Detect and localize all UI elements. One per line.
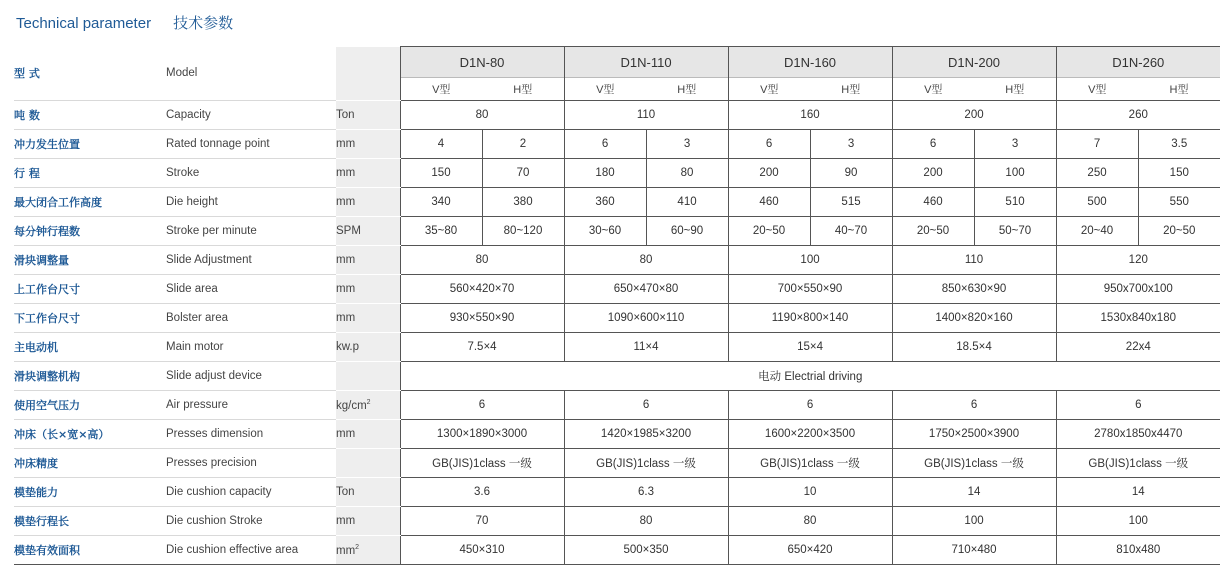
unit-text: mm xyxy=(336,312,356,324)
row-label-en: Slide adjust device xyxy=(166,362,336,391)
spec-row xyxy=(14,391,1220,420)
value-cell: 6 xyxy=(400,391,564,420)
row-unit xyxy=(336,478,400,507)
spec-row xyxy=(14,188,1220,217)
unit-superscript: 2 xyxy=(366,398,371,406)
value-cell: 100 xyxy=(1056,507,1220,536)
row-label-cn: 行 程 xyxy=(14,159,166,188)
value-cell: 2780x1850x4470 xyxy=(1056,420,1220,449)
type-h-header: H型 xyxy=(646,78,728,101)
row-unit xyxy=(336,246,400,275)
value-cell-v: 360 xyxy=(564,188,646,217)
model-header: D1N-110 xyxy=(564,47,728,78)
value-cell: 6 xyxy=(728,391,892,420)
value-cell-v: 30~60 xyxy=(564,217,646,246)
value-cell: 850×630×90 xyxy=(892,275,1056,304)
model-header: D1N-200 xyxy=(892,47,1056,78)
value-cell-h: 60~90 xyxy=(646,217,728,246)
row-label-en: Rated tonnage point xyxy=(166,130,336,159)
value-cell: 6 xyxy=(1056,391,1220,420)
value-cell-v: 180 xyxy=(564,159,646,188)
value-cell: 11×4 xyxy=(564,333,728,362)
value-cell: 80 xyxy=(400,246,564,275)
value-cell: 14 xyxy=(1056,478,1220,507)
value-cell: 6 xyxy=(892,391,1056,420)
value-cell-v: 460 xyxy=(728,188,810,217)
value-cell-h: 40~70 xyxy=(810,217,892,246)
value-cell-h: 3 xyxy=(810,130,892,159)
model-header: D1N-160 xyxy=(728,47,892,78)
value-cell: GB(JIS)1class 一级 xyxy=(728,449,892,478)
value-cell-v: 6 xyxy=(892,130,974,159)
unit-text: mm xyxy=(336,544,356,557)
value-cell: 100 xyxy=(728,246,892,275)
value-cell: 500×350 xyxy=(564,536,728,565)
title-chinese: 技术参数 xyxy=(173,14,234,32)
value-cell-v: 4 xyxy=(400,130,482,159)
value-cell-v: 200 xyxy=(892,159,974,188)
row-label-en: Bolster area xyxy=(166,304,336,333)
value-cell: 1600×2200×3500 xyxy=(728,420,892,449)
spec-row xyxy=(14,130,1220,159)
value-cell: 80 xyxy=(400,101,564,130)
unit-text: mm xyxy=(336,254,356,266)
row-label-cn: 每分钟行程数 xyxy=(14,217,166,246)
row-label-cn: 主电动机 xyxy=(14,333,166,362)
row-label-en: Main motor xyxy=(166,333,336,362)
header-en-label: Model xyxy=(166,47,336,101)
row-label-cn: 吨 数 xyxy=(14,101,166,130)
row-label-en: Stroke per minute xyxy=(166,217,336,246)
unit-text: mm xyxy=(336,283,356,295)
type-h-header: H型 xyxy=(1138,78,1220,101)
value-cell: 80 xyxy=(564,507,728,536)
value-cell: 710×480 xyxy=(892,536,1056,565)
value-cell: 120 xyxy=(1056,246,1220,275)
row-unit xyxy=(336,217,400,246)
title-english: Technical parameter xyxy=(16,15,152,32)
row-label-cn: 下工作台尺寸 xyxy=(14,304,166,333)
header-cn-label: 型 式 xyxy=(14,47,166,101)
value-cell: 950x700x100 xyxy=(1056,275,1220,304)
row-unit xyxy=(336,536,400,565)
type-h-header: H型 xyxy=(810,78,892,101)
value-cell-v: 6 xyxy=(564,130,646,159)
row-label-en: Capacity xyxy=(166,101,336,130)
unit-text: kg/cm xyxy=(336,399,367,412)
value-cell: GB(JIS)1class 一级 xyxy=(564,449,728,478)
row-label-cn: 使用空气压力 xyxy=(14,391,166,420)
row-label-cn: 滑块调整机构 xyxy=(14,362,166,391)
value-cell-h: 20~50 xyxy=(1138,217,1220,246)
value-cell: 7.5×4 xyxy=(400,333,564,362)
row-label-en: Presses precision xyxy=(166,449,336,478)
row-label-cn: 冲床（长×宽×高） xyxy=(14,420,166,449)
row-unit xyxy=(336,304,400,333)
value-cell: 1420×1985×3200 xyxy=(564,420,728,449)
value-cell-h: 100 xyxy=(974,159,1056,188)
value-cell-v: 460 xyxy=(892,188,974,217)
row-label-en: Stroke xyxy=(166,159,336,188)
row-unit xyxy=(336,333,400,362)
model-header: D1N-80 xyxy=(400,47,564,78)
value-cell: 22x4 xyxy=(1056,333,1220,362)
value-cell-h: 3 xyxy=(646,130,728,159)
unit-text: mm xyxy=(336,167,356,179)
value-cell: GB(JIS)1class 一级 xyxy=(400,449,564,478)
value-cell-v: 340 xyxy=(400,188,482,217)
value-cell: 560×420×70 xyxy=(400,275,564,304)
value-cell: 80 xyxy=(564,246,728,275)
type-v-header: V型 xyxy=(728,78,810,101)
value-cell: 3.6 xyxy=(400,478,564,507)
spec-row xyxy=(14,420,1220,449)
value-cell-h: 80 xyxy=(646,159,728,188)
row-label-en: Die height xyxy=(166,188,336,217)
row-label-en: Die cushion capacity xyxy=(166,478,336,507)
value-cell-v: 7 xyxy=(1056,130,1138,159)
value-cell-h: 50~70 xyxy=(974,217,1056,246)
value-cell: 1750×2500×3900 xyxy=(892,420,1056,449)
value-cell-v: 20~50 xyxy=(728,217,810,246)
value-cell-h: 410 xyxy=(646,188,728,217)
value-cell: GB(JIS)1class 一级 xyxy=(892,449,1056,478)
value-cell: 10 xyxy=(728,478,892,507)
value-cell-v: 200 xyxy=(728,159,810,188)
value-cell: 200 xyxy=(892,101,1056,130)
value-cell: 1530x840x180 xyxy=(1056,304,1220,333)
type-v-header: V型 xyxy=(400,78,482,101)
value-cell: GB(JIS)1class 一级 xyxy=(1056,449,1220,478)
type-v-header: V型 xyxy=(892,78,974,101)
row-unit xyxy=(336,362,400,391)
spec-row xyxy=(14,362,1220,391)
value-cell-h: 550 xyxy=(1138,188,1220,217)
row-unit xyxy=(336,101,400,130)
value-cell: 80 xyxy=(728,507,892,536)
value-cell: 14 xyxy=(892,478,1056,507)
type-v-header: V型 xyxy=(564,78,646,101)
unit-text: SPM xyxy=(336,225,361,237)
row-label-en: Slide Adjustment xyxy=(166,246,336,275)
value-cell: 1400×820×160 xyxy=(892,304,1056,333)
type-h-header: H型 xyxy=(482,78,564,101)
value-cell-v: 20~40 xyxy=(1056,217,1138,246)
unit-superscript: 2 xyxy=(355,543,360,551)
row-label-en: Die cushion Stroke xyxy=(166,507,336,536)
row-unit xyxy=(336,275,400,304)
row-unit xyxy=(336,507,400,536)
spec-row xyxy=(14,333,1220,362)
row-label-en: Air pressure xyxy=(166,391,336,420)
spec-row xyxy=(14,449,1220,478)
row-label-en: Slide area xyxy=(166,275,336,304)
row-unit xyxy=(336,159,400,188)
page-title xyxy=(16,12,233,36)
value-cell-h: 70 xyxy=(482,159,564,188)
value-cell: 450×310 xyxy=(400,536,564,565)
value-cell: 650×470×80 xyxy=(564,275,728,304)
row-unit xyxy=(336,391,400,420)
type-v-header: V型 xyxy=(1056,78,1138,101)
row-label-cn: 模垫行程长 xyxy=(14,507,166,536)
row-label-en: Die cushion effective area xyxy=(166,536,336,565)
spec-row xyxy=(14,246,1220,275)
spec-table xyxy=(14,46,1220,565)
unit-text: mm xyxy=(336,428,356,440)
row-label-cn: 冲床精度 xyxy=(14,449,166,478)
value-cell-h: 515 xyxy=(810,188,892,217)
value-cell: 700×550×90 xyxy=(728,275,892,304)
unit-text: mm xyxy=(336,138,356,150)
row-label-cn: 最大闭合工作高度 xyxy=(14,188,166,217)
value-cell-v: 20~50 xyxy=(892,217,974,246)
type-h-header: H型 xyxy=(974,78,1056,101)
value-cell: 70 xyxy=(400,507,564,536)
value-cell: 1190×800×140 xyxy=(728,304,892,333)
row-unit xyxy=(336,420,400,449)
header-unit-cell xyxy=(336,47,400,101)
spec-row xyxy=(14,304,1220,333)
value-cell-h: 2 xyxy=(482,130,564,159)
value-cell-h: 90 xyxy=(810,159,892,188)
value-cell: 160 xyxy=(728,101,892,130)
value-cell: 810x480 xyxy=(1056,536,1220,565)
value-cell-h: 80~120 xyxy=(482,217,564,246)
spec-row xyxy=(14,217,1220,246)
value-cell: 1300×1890×3000 xyxy=(400,420,564,449)
unit-text: Ton xyxy=(336,109,355,121)
value-cell: 650×420 xyxy=(728,536,892,565)
spec-row xyxy=(14,275,1220,304)
row-label-cn: 模垫有效面积 xyxy=(14,536,166,565)
value-cell-v: 150 xyxy=(400,159,482,188)
value-cell: 110 xyxy=(564,101,728,130)
row-unit xyxy=(336,449,400,478)
value-cell-h: 3 xyxy=(974,130,1056,159)
value-cell: 15×4 xyxy=(728,333,892,362)
row-unit xyxy=(336,188,400,217)
value-cell: 260 xyxy=(1056,101,1220,130)
row-unit xyxy=(336,130,400,159)
row-label-cn: 模垫能力 xyxy=(14,478,166,507)
value-cell-v: 6 xyxy=(728,130,810,159)
value-cell-h: 150 xyxy=(1138,159,1220,188)
unit-text: mm xyxy=(336,515,356,527)
row-label-cn: 滑块调整量 xyxy=(14,246,166,275)
spec-row xyxy=(14,478,1220,507)
unit-text: Ton xyxy=(336,486,355,498)
value-cell-h: 380 xyxy=(482,188,564,217)
value-cell-v: 35~80 xyxy=(400,217,482,246)
value-cell: 110 xyxy=(892,246,1056,275)
value-cell: 6 xyxy=(564,391,728,420)
value-cell-v: 250 xyxy=(1056,159,1138,188)
value-cell: 100 xyxy=(892,507,1056,536)
header-row-models xyxy=(14,47,1220,78)
value-cell-all-models: 电动 Electrial driving xyxy=(400,362,1220,391)
spec-row xyxy=(14,536,1220,565)
value-cell: 930×550×90 xyxy=(400,304,564,333)
row-label-cn: 上工作台尺寸 xyxy=(14,275,166,304)
value-cell-v: 500 xyxy=(1056,188,1138,217)
value-cell-h: 510 xyxy=(974,188,1056,217)
spec-row xyxy=(14,159,1220,188)
row-label-en: Presses dimension xyxy=(166,420,336,449)
value-cell: 18.5×4 xyxy=(892,333,1056,362)
value-cell: 1090×600×110 xyxy=(564,304,728,333)
row-label-cn: 冲力发生位置 xyxy=(14,130,166,159)
value-cell-h: 3.5 xyxy=(1138,130,1220,159)
spec-row xyxy=(14,101,1220,130)
spec-row xyxy=(14,507,1220,536)
model-header: D1N-260 xyxy=(1056,47,1220,78)
unit-text: mm xyxy=(336,196,356,208)
value-cell: 6.3 xyxy=(564,478,728,507)
unit-text: kw.p xyxy=(336,341,360,353)
